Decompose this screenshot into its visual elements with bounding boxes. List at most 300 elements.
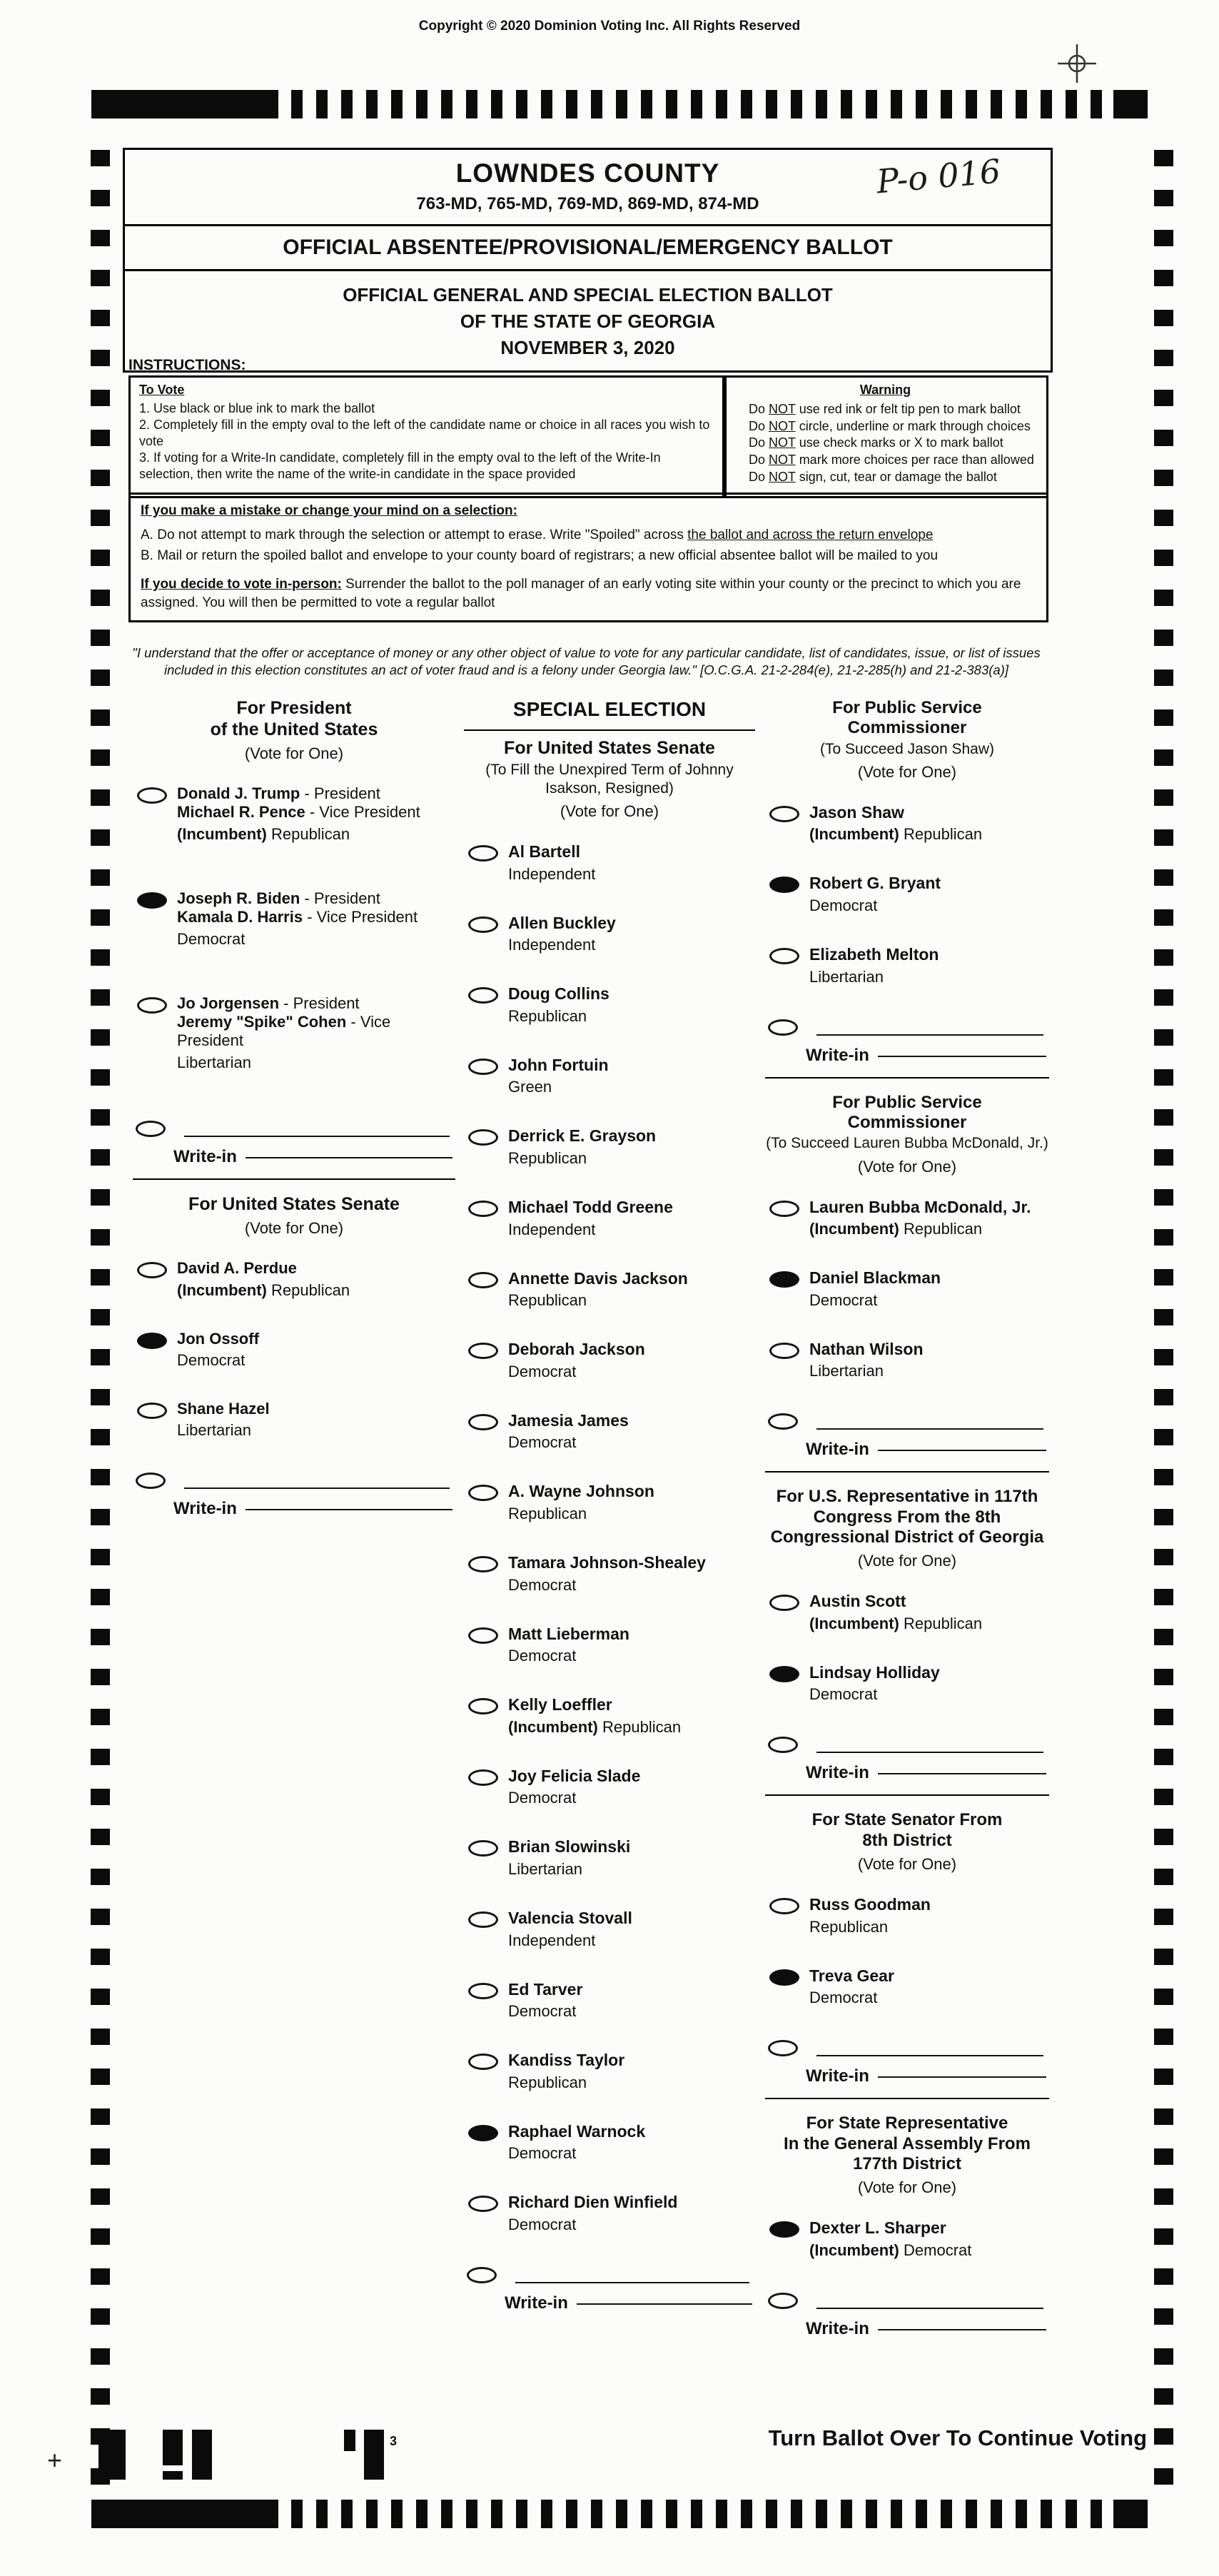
candidate-name: Annette Davis Jackson bbox=[508, 1268, 688, 1288]
timing-strip bbox=[291, 90, 1106, 118]
ballot-oval[interactable] bbox=[468, 1983, 498, 1999]
write-in-line bbox=[816, 2295, 1043, 2309]
candidate-party: (Incumbent) Democrat bbox=[809, 2241, 972, 2259]
ballot-oval-filled[interactable] bbox=[769, 1271, 799, 1288]
candidate-text bbox=[177, 994, 452, 1072]
to-vote-item: 1. Use black or blue ink to mark the ballot bbox=[139, 401, 375, 416]
mistake-item: A. Do not attempt to mark through the selection or attempt to erase. Write "Spoiled" across the ballot and across the return envelope bbox=[141, 527, 934, 542]
candidate-party: (Incumbent) Republican bbox=[177, 1281, 350, 1299]
candidate-text bbox=[809, 803, 982, 844]
candidate-text bbox=[508, 1909, 632, 1950]
turn-ballot-text: Turn Ballot Over To Continue Voting bbox=[768, 2425, 1147, 2450]
race bbox=[765, 691, 1049, 1066]
candidate-text bbox=[508, 1056, 609, 1097]
candidate-party: Republican bbox=[508, 1291, 587, 1310]
candidate-text bbox=[508, 1980, 582, 2021]
timing-bar-left bbox=[91, 90, 278, 118]
mistake-items bbox=[141, 526, 1036, 565]
warning-item: Do NOT circle, underline or mark through choices bbox=[749, 418, 1031, 433]
candidate-row bbox=[768, 1663, 1046, 1704]
ballot-oval[interactable] bbox=[468, 1769, 498, 1786]
write-in-row bbox=[767, 2037, 1046, 2056]
candidate-row bbox=[136, 784, 452, 844]
candidate-party: Democrat bbox=[177, 1351, 246, 1370]
ballot-oval[interactable] bbox=[137, 1262, 167, 1278]
ballot-oval[interactable] bbox=[468, 1414, 498, 1430]
ballot-oval[interactable] bbox=[468, 1698, 498, 1714]
write-in-label-line bbox=[878, 1056, 1046, 1057]
warning-title: Warning bbox=[859, 383, 911, 397]
candidate-row bbox=[768, 2218, 1046, 2260]
felony-notice: "I understand that the offer or acceptance of money or any other object of value to vote for any particular candidate, list of candidates, issue, or list of issues included in this election constitutes an act of voter fraud and is a felony under Georgia law." [O.C.G.A. 21-2-284(e), 21-2-285(h) and 21-2-383(a)] bbox=[132, 645, 1041, 678]
candidate-party: (Incumbent) Republican bbox=[809, 825, 983, 844]
candidate-name: A. Wayne Johnson bbox=[508, 1482, 654, 1501]
timing-marks-bottom bbox=[0, 2500, 1219, 2528]
candidate-text bbox=[508, 2122, 645, 2163]
ballot-oval[interactable] bbox=[468, 1911, 498, 1928]
ballot-oval[interactable] bbox=[769, 1201, 799, 1217]
vote-for-instruction: (Vote for One) bbox=[857, 1157, 957, 1176]
ballot-oval[interactable] bbox=[468, 2054, 498, 2070]
write-in-label-line bbox=[878, 2329, 1046, 2330]
candidate-text bbox=[177, 1259, 350, 1299]
candidate-text bbox=[508, 1837, 630, 1879]
candidate-row bbox=[136, 994, 452, 1072]
barcode-mark bbox=[98, 2430, 126, 2480]
ballot-oval[interactable] bbox=[769, 806, 799, 822]
sheet-number: 3 bbox=[390, 2434, 398, 2448]
candidate-party: (Incumbent) Republican bbox=[809, 1220, 983, 1238]
candidate-party: Republican bbox=[508, 1006, 587, 1025]
timing-bar-right bbox=[1113, 90, 1148, 118]
candidate-name: Joy Felicia Slade bbox=[508, 1766, 641, 1785]
ballot-oval[interactable] bbox=[468, 1556, 498, 1572]
timing-marks-left bbox=[91, 150, 110, 2491]
candidate-party: Libertarian bbox=[177, 1421, 251, 1440]
write-in-label-line bbox=[878, 1450, 1046, 1451]
write-in-row bbox=[767, 1410, 1046, 1430]
candidate-row bbox=[136, 889, 452, 949]
race bbox=[765, 1794, 1049, 2086]
candidate-text bbox=[508, 1269, 688, 1310]
candidate-name: Jon Ossoff bbox=[177, 1329, 259, 1348]
candidate-text bbox=[809, 1663, 940, 1704]
ballot-oval-filled[interactable] bbox=[769, 877, 799, 893]
to-vote-item: 3. If voting for a Write-In candidate, completely fill in the empty oval to the left of the Write-In selection, then write the name of the write-in candidate in the space provided bbox=[139, 450, 661, 482]
race bbox=[765, 1077, 1049, 1460]
write-in-label-line bbox=[246, 1509, 452, 1510]
candidate-row bbox=[768, 1198, 1046, 1239]
write-in-oval[interactable] bbox=[768, 1737, 798, 1753]
write-in-label-line bbox=[577, 2303, 752, 2305]
ballot-column-1 bbox=[133, 691, 455, 1527]
candidate-party: Democrat bbox=[508, 1362, 577, 1380]
candidate-party: Democrat bbox=[809, 896, 878, 915]
candidate-party: Democrat bbox=[809, 1290, 878, 1309]
write-in-text: Write-in bbox=[806, 2318, 869, 2338]
candidate-party: Democrat bbox=[508, 1575, 577, 1594]
write-in-row bbox=[465, 2264, 752, 2283]
ballot-oval[interactable] bbox=[137, 1403, 167, 1419]
candidate-name: Doug Collins bbox=[508, 984, 610, 1004]
candidate-row bbox=[467, 1695, 752, 1737]
candidate-party: (Incumbent) Republican bbox=[809, 1614, 983, 1632]
candidate-text bbox=[809, 2218, 971, 2260]
candidate-text bbox=[508, 2051, 624, 2092]
candidate-text bbox=[508, 1198, 673, 1239]
election-title: OFFICIAL GENERAL AND SPECIAL ELECTION BALLOT bbox=[343, 284, 833, 305]
candidate-row bbox=[136, 1400, 452, 1440]
candidate-row bbox=[768, 1268, 1046, 1310]
barcode-mark bbox=[344, 2430, 355, 2451]
write-in-oval[interactable] bbox=[136, 1473, 166, 1489]
write-in-row bbox=[134, 1470, 452, 1489]
candidate-name: Lauren Bubba McDonald, Jr. bbox=[809, 1197, 1031, 1216]
candidate-text bbox=[508, 842, 595, 884]
vote-for-instruction: (Vote for One) bbox=[857, 762, 957, 781]
ballot-oval[interactable] bbox=[468, 1627, 498, 1644]
candidate-party: Democrat bbox=[508, 1789, 577, 1807]
candidate-party: Democrat bbox=[508, 2215, 577, 2233]
ballot-header bbox=[123, 148, 1053, 373]
candidate-party: Independent bbox=[508, 1220, 596, 1238]
candidate-party: Democrat bbox=[508, 2002, 577, 2021]
candidate-text bbox=[508, 914, 616, 955]
race-title: For State Representative In the General Assembly From 177th District bbox=[784, 2113, 1031, 2173]
candidate-name: Austin Scott bbox=[809, 1592, 906, 1611]
barcode-mark bbox=[163, 2471, 183, 2480]
header-election-section bbox=[125, 271, 1051, 370]
write-in-oval[interactable] bbox=[768, 2293, 798, 2309]
vote-for-instruction: (Vote for One) bbox=[244, 1219, 344, 1238]
write-in-label bbox=[173, 1147, 452, 1167]
special-election-banner: SPECIAL ELECTION bbox=[464, 691, 755, 731]
ballot-column-3 bbox=[765, 691, 1049, 2348]
ballot-column-2 bbox=[464, 691, 755, 2322]
candidate-name: Daniel Blackman bbox=[809, 1268, 941, 1288]
state-title: OF THE STATE OF GEORGIA bbox=[460, 310, 716, 332]
ballot-oval-filled[interactable] bbox=[137, 892, 167, 909]
ballot-oval[interactable] bbox=[468, 1840, 498, 1857]
precinct-list: 763-MD, 765-MD, 769-MD, 869-MD, 874-MD bbox=[416, 194, 759, 213]
candidate-row bbox=[467, 914, 752, 955]
ballot-oval[interactable] bbox=[468, 1343, 498, 1359]
vote-for-instruction: (Vote for One) bbox=[857, 1552, 957, 1570]
candidate-name: Brian Slowinski bbox=[508, 1837, 631, 1857]
candidate-row bbox=[467, 984, 752, 1026]
race-subtitle: (To Succeed Jason Shaw) bbox=[820, 740, 994, 757]
candidate-party: Libertarian bbox=[809, 967, 884, 986]
candidate-text bbox=[809, 1966, 894, 2008]
ballot-oval[interactable] bbox=[769, 948, 799, 964]
candidate-text bbox=[809, 1198, 1031, 1239]
write-in-oval[interactable] bbox=[467, 2267, 497, 2283]
race bbox=[133, 1178, 455, 1520]
candidate-name: Al Bartell bbox=[508, 842, 580, 861]
ballot-oval[interactable] bbox=[769, 1343, 799, 1359]
candidate-text bbox=[809, 1895, 931, 1936]
candidate-text bbox=[508, 1767, 640, 1808]
candidate-party: Republican bbox=[508, 1504, 587, 1522]
write-in-row bbox=[767, 1016, 1046, 1036]
write-in-line bbox=[816, 1021, 1043, 1036]
warning-item: Do NOT use check marks or X to mark ballot bbox=[749, 435, 1003, 450]
timing-strip bbox=[291, 2500, 1106, 2528]
race-title: For State Senator From 8th District bbox=[811, 1810, 1003, 1850]
candidate-party: Republican bbox=[508, 2073, 587, 2091]
race-subtitle: (To Succeed Lauren Bubba McDonald, Jr.) bbox=[766, 1135, 1048, 1152]
plus-registration-mark: + bbox=[47, 2445, 63, 2475]
candidate-name: Michael R. Pence - Vice President bbox=[177, 803, 420, 822]
ballot-oval-filled[interactable] bbox=[769, 2221, 799, 2238]
ballot-oval[interactable] bbox=[468, 845, 498, 862]
candidate-party: (Incumbent) Republican bbox=[508, 1717, 682, 1736]
ballot-oval[interactable] bbox=[468, 987, 498, 1004]
race bbox=[765, 1471, 1049, 1783]
write-in-line bbox=[816, 1739, 1043, 1753]
race bbox=[133, 691, 455, 1167]
candidate-text bbox=[809, 1268, 941, 1310]
candidate-row bbox=[467, 1767, 752, 1808]
write-in-oval[interactable] bbox=[768, 1019, 798, 1036]
write-in-oval[interactable] bbox=[136, 1121, 166, 1137]
header-county-section bbox=[125, 150, 1051, 226]
ballot-oval-filled[interactable] bbox=[137, 1333, 167, 1349]
in-person-paragraph bbox=[141, 575, 1036, 612]
candidate-name: Kandiss Taylor bbox=[508, 2051, 625, 2070]
candidate-name: Donald J. Trump - President bbox=[177, 784, 380, 802]
candidate-name: Derrick E. Grayson bbox=[508, 1126, 657, 1146]
ballot-oval[interactable] bbox=[468, 916, 498, 933]
candidate-text bbox=[809, 1592, 982, 1633]
ballot-oval-filled[interactable] bbox=[769, 1666, 799, 1682]
ballot-oval[interactable] bbox=[137, 787, 167, 804]
election-date: NOVEMBER 3, 2020 bbox=[500, 337, 675, 358]
candidate-row bbox=[467, 1909, 752, 1950]
to-vote-item: 2. Completely fill in the empty oval to the left of the candidate name or choice in all races you wish to vote bbox=[139, 418, 710, 449]
write-in-label bbox=[173, 1499, 452, 1519]
candidate-row bbox=[768, 803, 1046, 844]
write-in-text: Write-in bbox=[173, 1146, 237, 1166]
race-title: For Public Service Commissioner bbox=[832, 1092, 982, 1132]
candidate-name: Russ Goodman bbox=[809, 1895, 931, 1914]
ballot-oval-filled[interactable] bbox=[468, 2125, 498, 2141]
candidate-text bbox=[508, 1553, 706, 1595]
candidate-text bbox=[508, 1340, 645, 1381]
candidate-name: Deborah Jackson bbox=[508, 1340, 645, 1359]
instructions-label: INSTRUCTIONS: bbox=[128, 357, 246, 373]
write-in-oval[interactable] bbox=[768, 1413, 798, 1430]
candidate-row bbox=[467, 1411, 752, 1453]
candidate-text bbox=[177, 889, 418, 949]
to-vote-box bbox=[128, 375, 727, 498]
in-person-text: Surrender the ballot to the poll manager of an early voting site within your county or the precinct to which you are assigned. You will then be permitted to vote a regular ballot bbox=[141, 576, 1021, 610]
candidate-text bbox=[508, 1126, 656, 1168]
candidate-party: Independent bbox=[508, 936, 596, 954]
barcode-mark bbox=[364, 2430, 384, 2480]
candidate-party: Democrat bbox=[809, 1989, 878, 2007]
candidate-name: Jeremy "Spike" Cohen - Vice President bbox=[177, 1012, 391, 1050]
candidate-row bbox=[136, 1259, 452, 1299]
candidate-text bbox=[809, 1340, 924, 1381]
ballot-oval[interactable] bbox=[468, 1059, 498, 1075]
ballot-oval[interactable] bbox=[468, 1201, 498, 1217]
race-subtitle: (To Fill the Unexpired Term of Johnny Isakson, Resigned) bbox=[485, 761, 734, 797]
ballot-oval[interactable] bbox=[468, 2196, 498, 2212]
candidate-name: Kelly Loeffler bbox=[508, 1695, 612, 1714]
candidate-text bbox=[508, 984, 610, 1026]
candidate-name: Matt Lieberman bbox=[508, 1624, 629, 1643]
candidate-name: Valencia Stovall bbox=[508, 1908, 632, 1927]
write-in-line bbox=[184, 1123, 450, 1137]
to-vote-items bbox=[139, 400, 716, 483]
barcode-mark bbox=[163, 2430, 183, 2465]
candidate-name: John Fortuin bbox=[508, 1055, 609, 1074]
candidate-name: Michael Todd Greene bbox=[508, 1197, 673, 1216]
vote-for-instruction: (Vote for One) bbox=[244, 744, 344, 762]
copyright-line: Copyright © 2020 Dominion Voting Inc. All Rights Reserved bbox=[418, 19, 801, 34]
candidate-party: Libertarian bbox=[809, 1362, 884, 1380]
candidate-row bbox=[467, 1056, 752, 1097]
ballot-oval[interactable] bbox=[468, 1129, 498, 1146]
write-in-label-line bbox=[878, 2076, 1046, 2078]
vote-for-instruction: (Vote for One) bbox=[857, 1855, 957, 1874]
timing-bar-right bbox=[1113, 2500, 1148, 2528]
candidate-row bbox=[467, 1340, 752, 1381]
write-in-label bbox=[806, 2319, 1046, 2339]
timing-marks-right bbox=[1154, 150, 1173, 2491]
warning-item: Do NOT use red ink or felt tip pen to mark ballot bbox=[749, 401, 1021, 416]
ballot-oval-filled[interactable] bbox=[769, 1969, 799, 1986]
warning-item: Do NOT sign, cut, tear or damage the ballot bbox=[749, 469, 997, 484]
mistake-title: If you make a mistake or change your mind on a selection: bbox=[141, 503, 517, 518]
ballot-oval[interactable] bbox=[137, 997, 167, 1014]
warning-items bbox=[733, 401, 1038, 486]
mistake-box bbox=[128, 493, 1048, 622]
candidate-row bbox=[467, 1482, 752, 1523]
in-person-title: If you decide to vote in-person: bbox=[141, 576, 342, 592]
ballot-oval[interactable] bbox=[769, 1898, 799, 1914]
write-in-text: Write-in bbox=[806, 1045, 869, 1065]
write-in-text: Write-in bbox=[173, 1499, 237, 1519]
write-in-line bbox=[816, 2042, 1043, 2056]
write-in-label bbox=[505, 2293, 752, 2313]
candidate-party: Green bbox=[508, 1078, 552, 1096]
candidate-name: David A. Perdue bbox=[177, 1259, 297, 1278]
race bbox=[765, 2098, 1049, 2339]
candidate-row bbox=[467, 1553, 752, 1595]
candidate-row bbox=[136, 1330, 452, 1370]
candidate-row bbox=[768, 1592, 1046, 1633]
registration-crosshair-icon bbox=[1056, 43, 1098, 84]
write-in-oval[interactable] bbox=[768, 2040, 798, 2056]
candidate-party: Republican bbox=[809, 1917, 889, 1936]
candidate-party: (Incumbent) Republican bbox=[177, 824, 350, 843]
candidate-text bbox=[177, 1330, 259, 1370]
timing-bar-left bbox=[91, 2500, 278, 2528]
candidate-name: Raphael Warnock bbox=[508, 2121, 646, 2141]
candidate-party: Democrat bbox=[508, 2144, 577, 2163]
candidate-row bbox=[467, 842, 752, 884]
barcode-mark bbox=[192, 2430, 212, 2480]
write-in-label bbox=[806, 1440, 1046, 1460]
candidate-row bbox=[768, 874, 1046, 915]
candidate-text bbox=[177, 784, 420, 844]
write-in-label-line bbox=[246, 1157, 452, 1158]
candidate-party: Democrat bbox=[508, 1647, 577, 1665]
write-in-text: Write-in bbox=[806, 2066, 869, 2086]
ballot-oval[interactable] bbox=[769, 1595, 799, 1611]
candidate-name: Richard Dien Winfield bbox=[508, 2193, 678, 2212]
candidate-row bbox=[768, 1895, 1046, 1936]
mistake-item: B. Mail or return the spoiled ballot and envelope to your county board of registrars; a new official absentee ballot will be mailed to you bbox=[141, 548, 939, 564]
candidate-name: Jo Jorgensen - President bbox=[177, 994, 360, 1012]
candidate-row bbox=[467, 2051, 752, 2092]
candidate-name: Dexter L. Sharper bbox=[809, 2218, 946, 2238]
candidate-party: Democrat bbox=[809, 1685, 878, 1704]
county-name: LOWNDES COUNTY bbox=[455, 158, 720, 188]
race-title: For United States Senate bbox=[188, 1193, 400, 1214]
candidate-name: Jamesia James bbox=[508, 1410, 629, 1430]
write-in-row bbox=[767, 1734, 1046, 1753]
candidate-name: Robert G. Bryant bbox=[809, 874, 941, 893]
write-in-row bbox=[767, 2290, 1046, 2309]
ballot-type-title: OFFICIAL ABSENTEE/PROVISIONAL/EMERGENCY BALLOT bbox=[125, 226, 1051, 271]
write-in-label-line bbox=[878, 1773, 1046, 1774]
write-in-line bbox=[816, 1415, 1043, 1430]
vote-for-instruction: (Vote for One) bbox=[560, 802, 659, 820]
candidate-party: Democrat bbox=[508, 1433, 577, 1452]
candidate-row bbox=[467, 1837, 752, 1879]
write-in-label bbox=[806, 1763, 1046, 1783]
candidate-text bbox=[508, 1695, 681, 1737]
candidate-row bbox=[467, 1980, 752, 2021]
candidate-row bbox=[467, 1126, 752, 1168]
candidate-row bbox=[467, 2122, 752, 2163]
candidate-row bbox=[467, 1198, 752, 1239]
write-in-line bbox=[515, 2269, 749, 2283]
candidate-text bbox=[809, 945, 939, 986]
candidate-name: Shane Hazel bbox=[177, 1400, 270, 1418]
write-in-line bbox=[184, 1475, 450, 1489]
ballot-oval[interactable] bbox=[468, 1485, 498, 1501]
candidate-party: Libertarian bbox=[508, 1859, 582, 1878]
timing-marks-top bbox=[0, 90, 1219, 118]
ballot-oval[interactable] bbox=[468, 1272, 498, 1288]
candidate-party: Democrat bbox=[177, 929, 246, 948]
handwritten-code: P-o 016 bbox=[874, 151, 1003, 201]
candidate-row bbox=[768, 1966, 1046, 2008]
warning-item: Do NOT mark more choices per race than allowed bbox=[749, 453, 1034, 467]
warning-box bbox=[722, 375, 1048, 498]
race-title: For U.S. Representative in 117th Congress From the 8th Congressional District of Georgia bbox=[770, 1487, 1044, 1547]
candidate-name: Kamala D. Harris - Vice President bbox=[177, 908, 418, 926]
candidate-name: Allen Buckley bbox=[508, 913, 616, 932]
candidate-party: Libertarian bbox=[177, 1053, 251, 1071]
candidate-party: Independent bbox=[508, 1931, 596, 1949]
candidate-row bbox=[467, 1625, 752, 1666]
candidate-text bbox=[508, 1625, 629, 1666]
candidate-row bbox=[467, 1269, 752, 1310]
race-title: For President of the United States bbox=[210, 698, 378, 739]
candidate-text bbox=[177, 1400, 270, 1440]
candidate-name: Ed Tarver bbox=[508, 1979, 583, 1999]
candidate-name: Lindsay Holliday bbox=[809, 1662, 940, 1682]
candidate-text bbox=[508, 2193, 677, 2234]
candidate-name: Tamara Johnson-Shealey bbox=[508, 1552, 706, 1572]
candidate-text bbox=[809, 874, 941, 915]
race-title: For United States Senate bbox=[504, 738, 715, 758]
